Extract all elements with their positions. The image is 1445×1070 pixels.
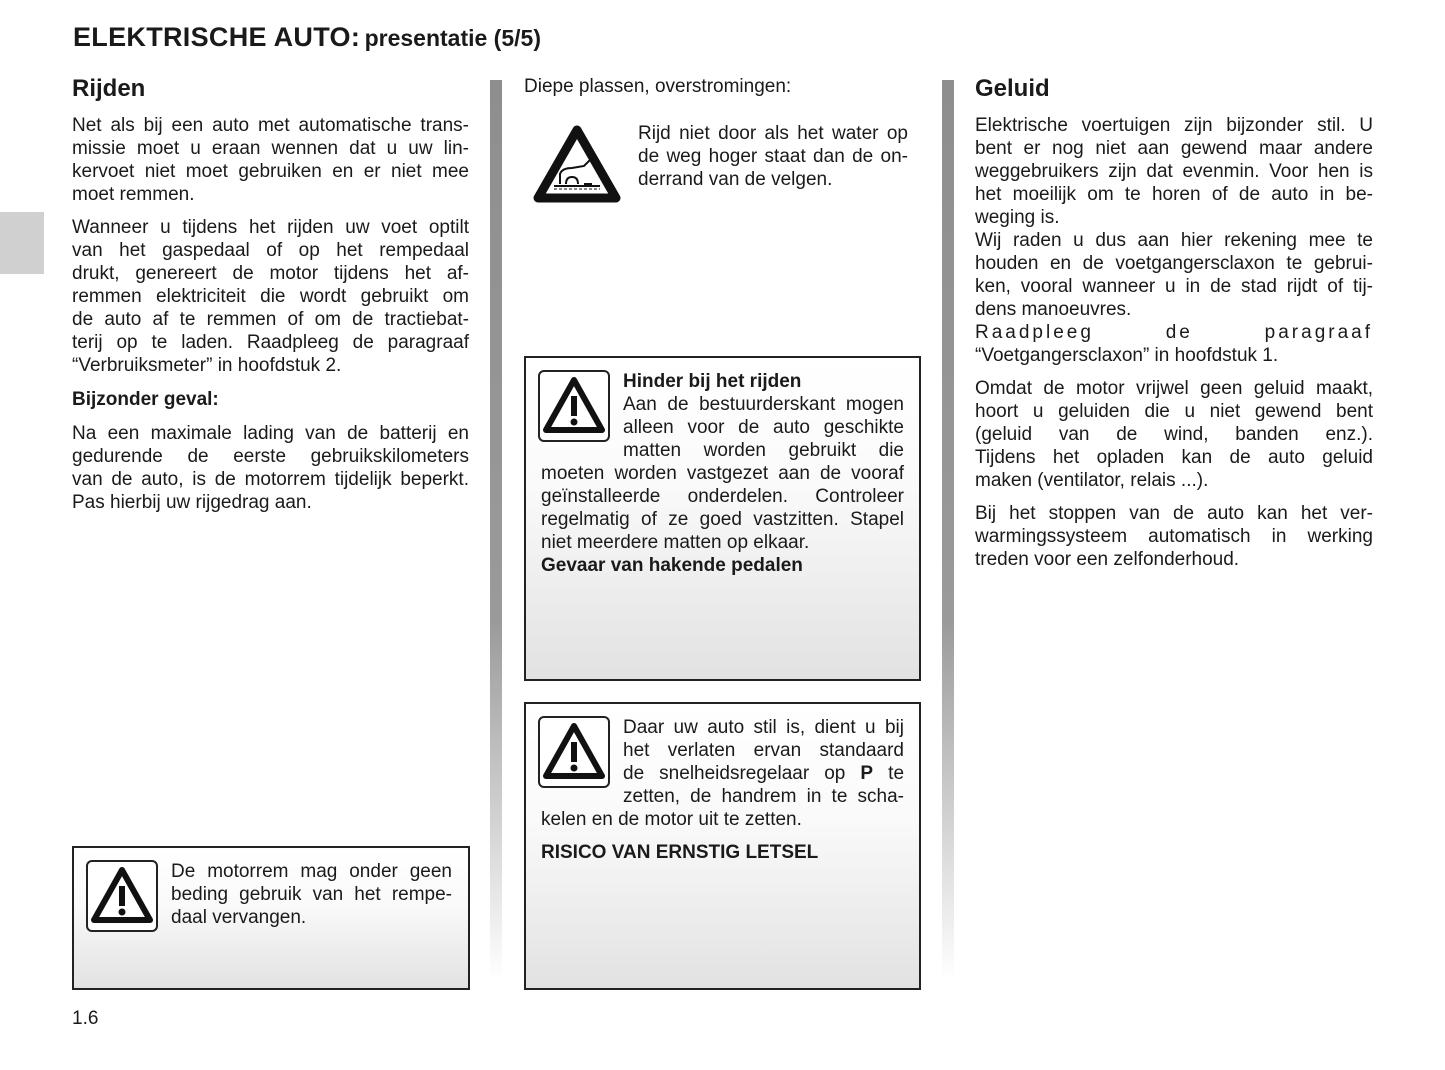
water-warning-text (638, 122, 908, 191)
text-line: ken, vooral wanneer u in de stad rijdt of tij- (975, 276, 1373, 297)
text-line: missie moet u eraan wennen dat u uw lin- (72, 138, 469, 159)
text-line: Aan de bestuurderskant mogen (623, 394, 904, 415)
text-segment: P (860, 763, 874, 784)
text-line: bent er nog niet aan gewend maar andere (975, 138, 1373, 159)
text-line: kervoet niet moet gebruiken en er niet mee (72, 161, 469, 182)
text-line: Elektrische voertuigen zijn bijzonder stil. U (975, 115, 1373, 136)
text-line: terij op te laden. Raadpleeg de paragraaf (72, 332, 469, 353)
text-line (541, 762, 904, 785)
warning-text (541, 393, 904, 554)
text-line: maken (ventilator, relais ...). (975, 470, 1209, 491)
paragraph (975, 377, 1373, 492)
text-line: de auto af te remmen of om de tractiebat- (72, 309, 469, 330)
text-line: Raadpleeg de paragraaf (975, 322, 1373, 343)
text-line: Omdat de motor vrijwel geen geluid maakt, (975, 378, 1373, 399)
paragraph (72, 216, 469, 377)
text-line: “Voetgangersclaxon” in hoofdstuk 1. (975, 345, 1279, 366)
paragraph (72, 422, 469, 514)
chapter-tab (0, 212, 44, 274)
text-line: weggebruikers zijn dat evenmin. Voor hen is (975, 161, 1373, 182)
right-column (975, 114, 1373, 581)
warning-closing: Gevaar van hakende pedalen (541, 555, 803, 576)
column-divider (942, 80, 954, 980)
text-line: Daar uw auto stil is, dient u bij (623, 717, 904, 738)
text-line: niet meerdere matten op elkaar. (541, 532, 810, 553)
text-line: het moeilijk om te horen of de auto in be- (975, 184, 1373, 205)
text-line: De motorrem mag onder geen (171, 861, 452, 882)
text-line: geïnstalleerde onderdelen. Controleer (541, 486, 904, 507)
text-line: alleen voor de auto geschikte (623, 417, 904, 438)
warning-closing: RISICO VAN ERNSTIG LETSEL (541, 842, 819, 863)
text-line: regelmatig of ze goed vastzitten. Stapel (541, 509, 904, 530)
text-line: zetten, de handrem in te scha- (623, 786, 904, 807)
page-number: 1.6 (72, 1008, 99, 1029)
text-line: Rijd niet door als het water op (638, 123, 908, 144)
text-line: van het gaspedaal of op het rempedaal (72, 240, 469, 261)
text-line: dens manoeuvres. (975, 299, 1132, 320)
warning-box-parkeren (524, 702, 921, 990)
text-line: Bij het stoppen van de auto kan het ver- (975, 503, 1373, 524)
text-segment: de snelheidsregelaar op (623, 763, 861, 784)
text-line: kelen en de motor uit te zetten. (541, 809, 802, 830)
warning-text (541, 716, 904, 831)
page-title: ELEKTRISCHE AUTO: presentatie (5/5) (73, 22, 541, 52)
text-line: de weg hoger staat dan de on- (638, 146, 908, 167)
text-line: Tijdens het opladen kan de auto geluid (975, 447, 1373, 468)
text-line: van de auto, is de motorrem tijdelijk beperkt. (72, 469, 469, 490)
paragraph (72, 114, 469, 206)
text-line: moet remmen. (72, 184, 195, 205)
text-line: Na een maximale lading van de batterij en (72, 423, 469, 444)
text-line: remmen elektriciteit die wordt gebruikt om (72, 286, 469, 307)
text-line: Pas hierbij uw rijgedrag aan. (72, 492, 312, 513)
text-line: beding gebruik van het rempe- (171, 884, 452, 905)
text-line: treden voor een zelfonderhoud. (975, 549, 1240, 570)
text-line: daal vervangen. (171, 907, 307, 928)
text-line: Net als bij een auto met automatische trans- (72, 115, 469, 136)
paragraph (975, 114, 1373, 367)
text-line: moeten worden vastgezet aan de vooraf (541, 463, 904, 484)
text-line: gedurende de eerste gebruikskilometers (72, 446, 469, 467)
warning-box-motorrem (72, 846, 470, 990)
column-divider (490, 80, 502, 980)
text-segment: te (873, 763, 905, 784)
text-line: weging is. (975, 207, 1060, 228)
text-line: hoort u geluiden die u niet gewend bent (975, 401, 1373, 422)
left-column (72, 114, 469, 524)
section-heading-rijden: Rijden (72, 75, 146, 102)
flooded-road-warning-icon (532, 122, 622, 206)
water-intro: Diepe plassen, overstromingen: (524, 76, 792, 97)
paragraph (975, 502, 1373, 571)
warning-title: Hinder bij het rijden (623, 371, 802, 392)
text-line: het verlaten ervan standaard (623, 740, 904, 761)
warning-text (89, 860, 452, 929)
text-line: “Verbruiksmeter” in hoofdstuk 2. (72, 355, 342, 376)
text-line: drukt, genereert de motor tijdens het af- (72, 263, 469, 284)
subheading: Bijzonder geval: (72, 389, 219, 410)
text-line: Wanneer u tijdens het rijden uw voet optilt (72, 217, 469, 238)
section-heading-geluid: Geluid (975, 75, 1050, 102)
text-line: Wij raden u dus aan hier rekening mee te (975, 230, 1373, 251)
text-line: matten worden gebruikt die (623, 440, 904, 461)
text-line: derrand van de velgen. (638, 169, 833, 190)
text-line: warmingssysteem automatisch in werking (975, 526, 1373, 547)
text-line: (geluid van de wind, banden enz.). (975, 424, 1373, 445)
warning-box-hinder (524, 356, 921, 681)
text-line: houden en de voetgangersclaxon te gebrui- (975, 253, 1373, 274)
